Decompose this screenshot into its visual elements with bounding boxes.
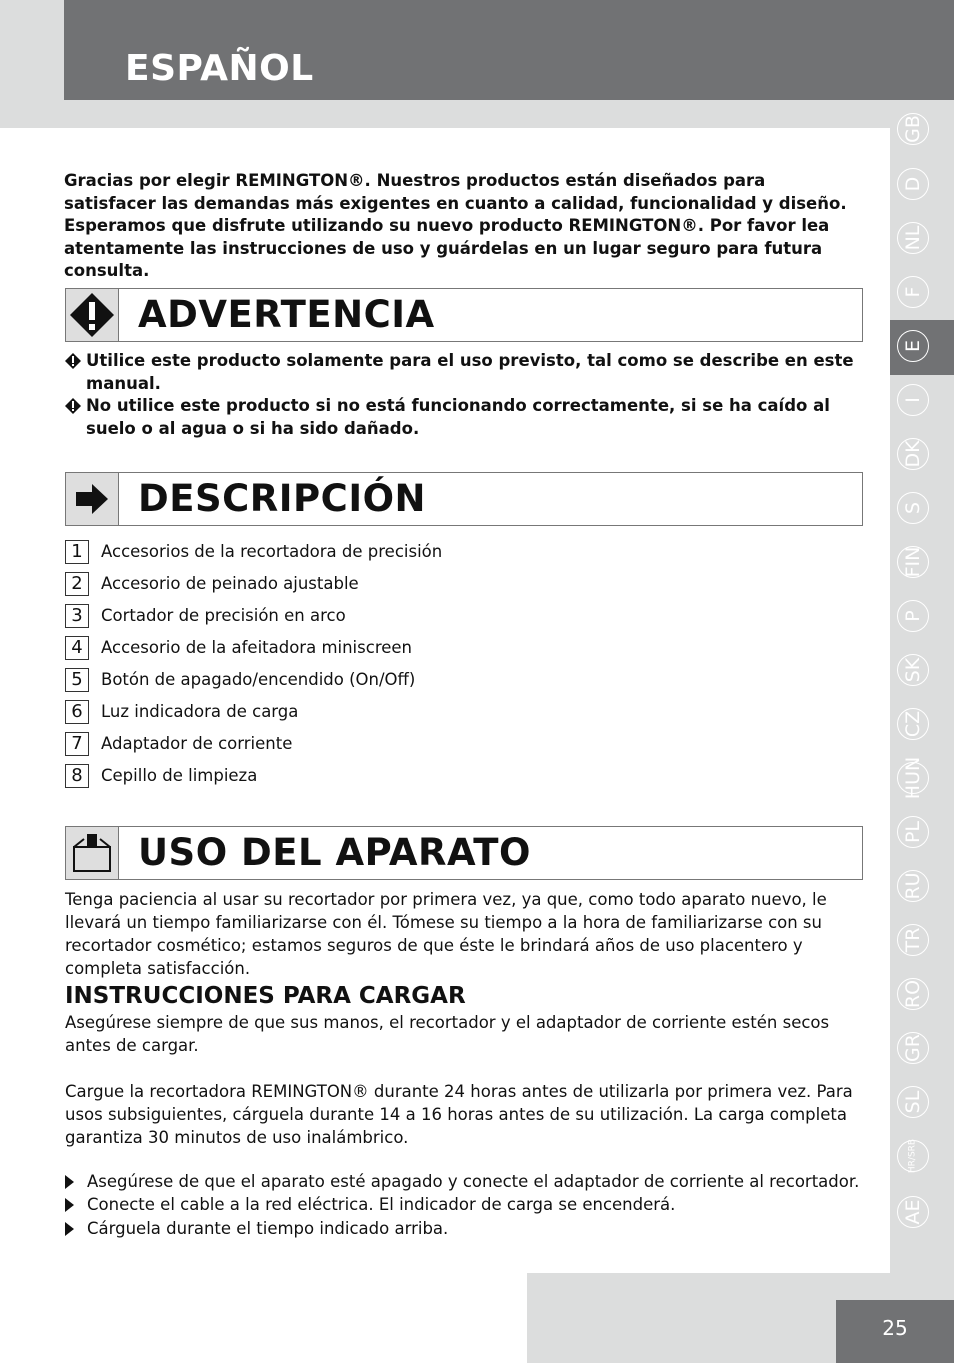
item-text: Luz indicadora de carga	[101, 702, 299, 721]
language-tab[interactable]	[897, 816, 929, 848]
language-tab-label: CZ	[902, 710, 924, 738]
charging-step-text: Conecte el cable a la red eléctrica. El indicador de carga se encenderá.	[87, 1195, 676, 1214]
charging-title: INSTRUCCIONES PARA CARGAR	[65, 983, 466, 1009]
charging-step	[65, 1172, 859, 1191]
usage-title: USO DEL APARATO	[138, 831, 531, 874]
box-icon	[66, 827, 119, 879]
language-tab[interactable]	[897, 168, 929, 200]
page-background-bottom	[0, 1273, 527, 1363]
page-title: ESPAÑOL	[125, 48, 314, 89]
language-tab-label: TR	[902, 927, 924, 953]
item-number: 3	[65, 604, 89, 628]
item-number: 2	[65, 572, 89, 596]
language-tab-label: RU	[902, 872, 924, 900]
language-tab-label: D	[902, 176, 924, 192]
language-tab[interactable]	[897, 438, 929, 470]
warning-bullet-icon	[64, 397, 82, 422]
language-tab[interactable]	[897, 870, 929, 902]
warning-title: ADVERTENCIA	[138, 293, 435, 336]
language-tab[interactable]	[897, 113, 929, 145]
language-tab-label: AE	[902, 1199, 924, 1225]
item-number: 7	[65, 732, 89, 756]
bullet-triangle-icon	[65, 1175, 74, 1189]
charging-step	[65, 1219, 448, 1238]
language-tab[interactable]	[897, 384, 929, 416]
language-tab-label: P	[902, 610, 924, 622]
item-text: Adaptador de corriente	[101, 734, 293, 753]
language-tab[interactable]	[897, 600, 929, 632]
item-text: Accesorio de peinado ajustable	[101, 574, 359, 593]
item-text: Accesorio de la afeitadora miniscreen	[101, 638, 412, 657]
language-tab[interactable]	[897, 330, 929, 362]
item-text: Cortador de precisión en arco	[101, 606, 346, 625]
usage-header	[65, 826, 863, 880]
description-title: DESCRIPCIÓN	[138, 477, 427, 520]
description-header	[65, 472, 863, 526]
warning-bullet-icon	[64, 352, 82, 377]
language-tab-label: NL	[902, 225, 924, 251]
language-tab-label: HR/SRB	[907, 1138, 918, 1174]
warning-item-text: Utilice este producto solamente para el uso previsto, tal como se describe en este manual.	[86, 351, 854, 393]
language-tab[interactable]	[897, 978, 929, 1010]
language-tab-label: FIN	[902, 546, 924, 578]
item-number: 5	[65, 668, 89, 692]
language-tab-label: HUN	[902, 756, 924, 800]
language-tab-label: RO	[902, 979, 924, 1009]
language-tab-label: GR	[902, 1034, 924, 1062]
charging-step-text: Cárguela durante el tiempo indicado arriba.	[87, 1219, 449, 1238]
warning-header	[65, 288, 863, 342]
language-tab-label: E	[902, 339, 924, 353]
language-tab[interactable]	[897, 222, 929, 254]
item-number: 6	[65, 700, 89, 724]
language-tab[interactable]	[897, 1086, 929, 1118]
warning-item-text: No utilice este producto si no está funcionando correctamente, si se ha caído al suelo o al agua o si ha sido dañado.	[86, 396, 830, 438]
language-tab[interactable]	[897, 756, 929, 800]
item-number: 8	[65, 764, 89, 788]
language-tab-label: SK	[902, 657, 924, 683]
language-tab[interactable]	[897, 276, 929, 308]
charging-step-text: Asegúrese de que el aparato esté apagado y conecte el adaptador de corriente al recortador.	[87, 1172, 860, 1191]
item-number: 4	[65, 636, 89, 660]
language-tab-label: F	[902, 286, 924, 298]
language-tab-label: SL	[902, 1090, 924, 1114]
warning-item	[64, 395, 864, 440]
item-number: 1	[65, 540, 89, 564]
language-tab[interactable]	[897, 546, 929, 578]
language-tab[interactable]	[897, 924, 929, 956]
page-number: 25	[882, 1316, 908, 1340]
item-text: Botón de apagado/encendido (On/Off)	[101, 670, 416, 689]
intro-text: Gracias por elegir REMINGTON®. Nuestros productos están diseñados para satisfacer las demandas más exigentes en cuanto a calidad, funcionalidad y diseño. Esperamos que disfrute utilizando su nuevo producto REMINGTON®. Por favor lea atentamente las instrucciones de uso y guárdelas en un lugar seguro para futura consulta.	[64, 171, 847, 280]
bullet-triangle-icon	[65, 1198, 74, 1212]
item-text: Cepillo de limpieza	[101, 766, 258, 785]
charging-step	[65, 1195, 675, 1214]
warning-item	[64, 350, 864, 395]
language-tab[interactable]	[897, 654, 929, 686]
arrow-right-icon	[66, 473, 119, 525]
charging-para-2: Cargue la recortadora REMINGTON® durante 24 horas antes de utilizarla por primera vez. Para usos subsiguientes, cárguela durante 14 a 16 horas antes de su utilización. La carga completa garantiza 30 minutos de uso inalámbrico.	[65, 1082, 853, 1147]
page-number-box	[836, 1300, 954, 1363]
language-tab-label: GB	[902, 115, 924, 143]
bullet-triangle-icon	[65, 1222, 74, 1236]
language-tab[interactable]	[897, 1140, 929, 1172]
language-tab[interactable]	[897, 1196, 929, 1228]
language-tab[interactable]	[897, 708, 929, 740]
warning-icon	[66, 289, 119, 341]
language-tab-label: DK	[902, 440, 924, 468]
language-tab-label: S	[902, 501, 924, 515]
language-tab[interactable]	[897, 492, 929, 524]
language-tab-label: PL	[902, 820, 924, 844]
language-tab-label: I	[902, 397, 924, 403]
language-tab[interactable]	[897, 1032, 929, 1064]
charging-para-1: Asegúrese siempre de que sus manos, el recortador y el adaptador de corriente estén secos antes de cargar.	[65, 1013, 830, 1055]
item-text: Accesorios de la recortadora de precisión	[101, 542, 443, 561]
usage-text: Tenga paciencia al usar su recortador por primera vez, ya que, como todo aparato nuevo, le llevará un tiempo familiarizarse con él. Tómese su tiempo a la hora de familiarizarse con su recortador cosmético; estamos seguros de que éste le brindará años de uso placentero y completa satisfacción.	[65, 890, 827, 978]
